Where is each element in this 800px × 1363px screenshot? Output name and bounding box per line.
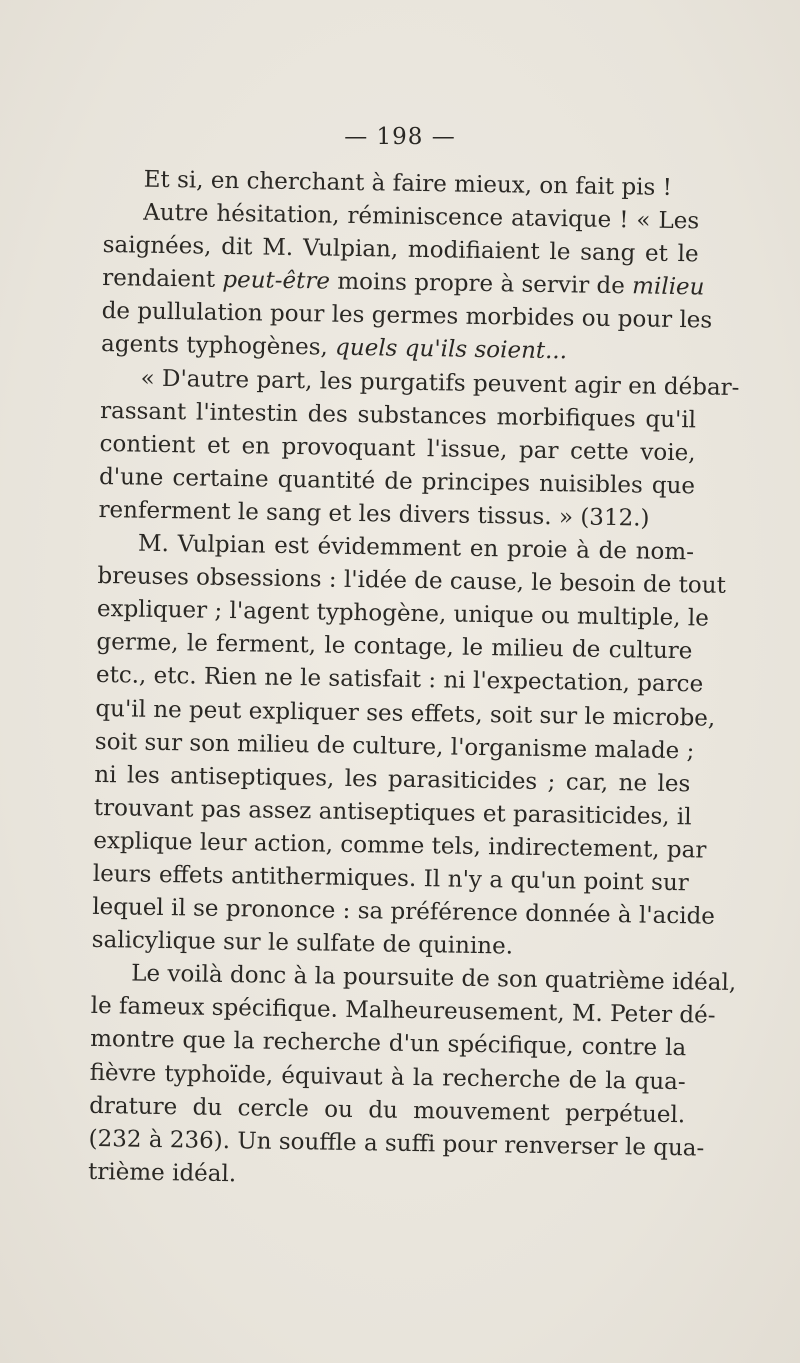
text-segment: breuses obsessions : l'idée de cause, le besoin de tout (97, 563, 727, 599)
text-segment: etc., etc. Rien ne le satisfait : ni l'expectation, parce (95, 662, 704, 698)
text-segment: ni les antiseptiques, les parasiticides ; car, ne les (94, 761, 691, 797)
body-text (87, 163, 740, 1198)
italic-text: peut-être (222, 267, 331, 295)
text-segment: Autre hésitation, réminiscence atavique ! « Les (143, 199, 700, 235)
italic-text: milieu (631, 273, 705, 301)
italic-text: quels qu'ils soient... (334, 335, 568, 365)
text-segment: rassant l'intestin des substances morbifiques qu'il (99, 397, 697, 433)
text-segment: germe, le ferment, le contage, le milieu de culture (96, 629, 693, 665)
text-segment: M. Vulpian est évidemment en proie à de nom- (137, 530, 695, 566)
text-segment: de pullulation pour les germes morbides ou pour les (101, 298, 713, 334)
text-segment: d'une certaine quantité de principes nuisibles que (98, 463, 696, 500)
text-segment: lequel il se prononce : sa préférence donnée à l'acide (92, 893, 716, 930)
text-segment: (232 à 236). Un souffle a suffi pour renverser le qua- (88, 1125, 705, 1162)
text-segment: salicylique sur le sulfate de quinine. (91, 927, 514, 960)
text-segment: leurs effets antithermiques. Il n'y a qu'un point sur (92, 860, 689, 897)
text-segment: montre que la recherche d'un spécifique, contre la (90, 1026, 687, 1062)
text-segment: soit sur son milieu de culture, l'organisme malade ; (94, 728, 695, 764)
text-segment: saignées, dit M. Vulpian, modifiaient le sang et le (102, 232, 699, 268)
text-segment: trième idéal. (87, 1158, 237, 1188)
text-segment: qu'il ne peut expliquer ses effets, soit sur le microbe, (95, 695, 716, 732)
text-segment: explique leur action, comme tels, indirectement, par (93, 827, 707, 864)
text-segment: trouvant pas assez antiseptiques et parasiticides, il (93, 794, 692, 831)
text-segment: contient et en provoquant l'issue, par cette voie, (99, 430, 696, 467)
text-segment: Le voilà donc à la poursuite de son quatrième idéal, (131, 960, 737, 997)
text-segment: fièvre typhoïde, équivaut à la recherche de la qua- (89, 1059, 686, 1095)
text-segment: expliquer ; l'agent typhogène, unique ou multiple, le (96, 596, 710, 632)
text-segment: rendaient (101, 265, 223, 294)
text-segment: le fameux spécifique. Malheureusement, M. Peter dé- (90, 993, 716, 1030)
text-segment: agents typhogènes, (100, 331, 336, 362)
text-segment: renferment le sang et les divers tissus. » (312.) (98, 496, 650, 532)
page-number: — 198 — (344, 124, 456, 150)
text-segment: « D'autre part, les purgatifs peuvent agir en débar- (140, 365, 740, 401)
text-segment: moins propre à servir de (329, 268, 633, 300)
text-segment: Et si, en cherchant à faire mieux, on fait pis ! (143, 166, 673, 201)
text-segment: drature du cercle ou du mouvement perpétuel. (88, 1092, 686, 1128)
